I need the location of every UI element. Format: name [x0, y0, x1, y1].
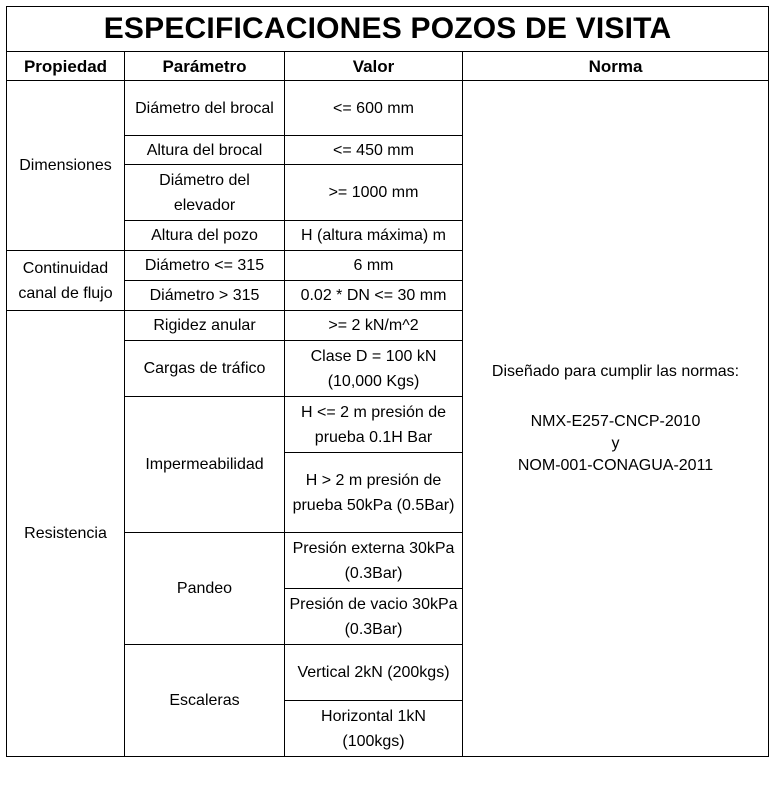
group-dimensiones: Dimensiones [7, 81, 125, 251]
value-cell: Horizontal 1kN (100kgs) [285, 701, 463, 757]
header-norma: Norma [463, 52, 769, 81]
param-cell: Impermeabilidad [125, 397, 285, 533]
value-cell: 6 mm [285, 251, 463, 281]
param-cell: Diámetro <= 315 [125, 251, 285, 281]
norma-cell [463, 81, 769, 757]
header-row [7, 52, 769, 81]
page-title: ESPECIFICACIONES POZOS DE VISITA [7, 7, 769, 52]
value-cell: >= 1000 mm [285, 165, 463, 221]
param-cell: Escaleras [125, 645, 285, 757]
norma-conj: y [611, 434, 620, 452]
value-cell: H <= 2 m presión de prueba 0.1H Bar [285, 397, 463, 453]
spec-table [6, 6, 769, 757]
param-cell: Altura del brocal [125, 136, 285, 165]
header-propiedad: Propiedad [7, 52, 125, 81]
value-cell: Presión externa 30kPa (0.3Bar) [285, 533, 463, 589]
header-valor: Valor [285, 52, 463, 81]
group-continuidad: Continuidad canal de flujo [7, 251, 125, 311]
header-parametro: Parámetro [125, 52, 285, 81]
norma-1: NMX-E257-CNCP-2010 [530, 412, 701, 430]
value-cell: H (altura máxima) m [285, 221, 463, 251]
param-cell: Altura del pozo [125, 221, 285, 251]
spec-sheet [6, 6, 768, 757]
group-resistencia: Resistencia [7, 311, 125, 757]
param-cell: Rigidez anular [125, 311, 285, 341]
value-cell: <= 450 mm [285, 136, 463, 165]
value-cell: Clase D = 100 kN (10,000 Kgs) [285, 341, 463, 397]
value-cell: <= 600 mm [285, 81, 463, 136]
value-cell: H > 2 m presión de prueba 50kPa (0.5Bar) [285, 453, 463, 533]
param-cell: Pandeo [125, 533, 285, 645]
value-cell: Presión de vacio 30kPa (0.3Bar) [285, 589, 463, 645]
norma-intro: Diseñado para cumplir las normas: [491, 362, 740, 380]
table-row [7, 81, 769, 136]
param-cell: Diámetro > 315 [125, 281, 285, 311]
value-cell: Vertical 2kN (200kgs) [285, 645, 463, 701]
value-cell: >= 2 kN/m^2 [285, 311, 463, 341]
norma-2: NOM-001-CONAGUA-2011 [517, 456, 714, 474]
param-cell: Cargas de tráfico [125, 341, 285, 397]
value-cell: 0.02 * DN <= 30 mm [285, 281, 463, 311]
param-cell: Diámetro del brocal [125, 81, 285, 136]
param-cell: Diámetro del elevador [125, 165, 285, 221]
